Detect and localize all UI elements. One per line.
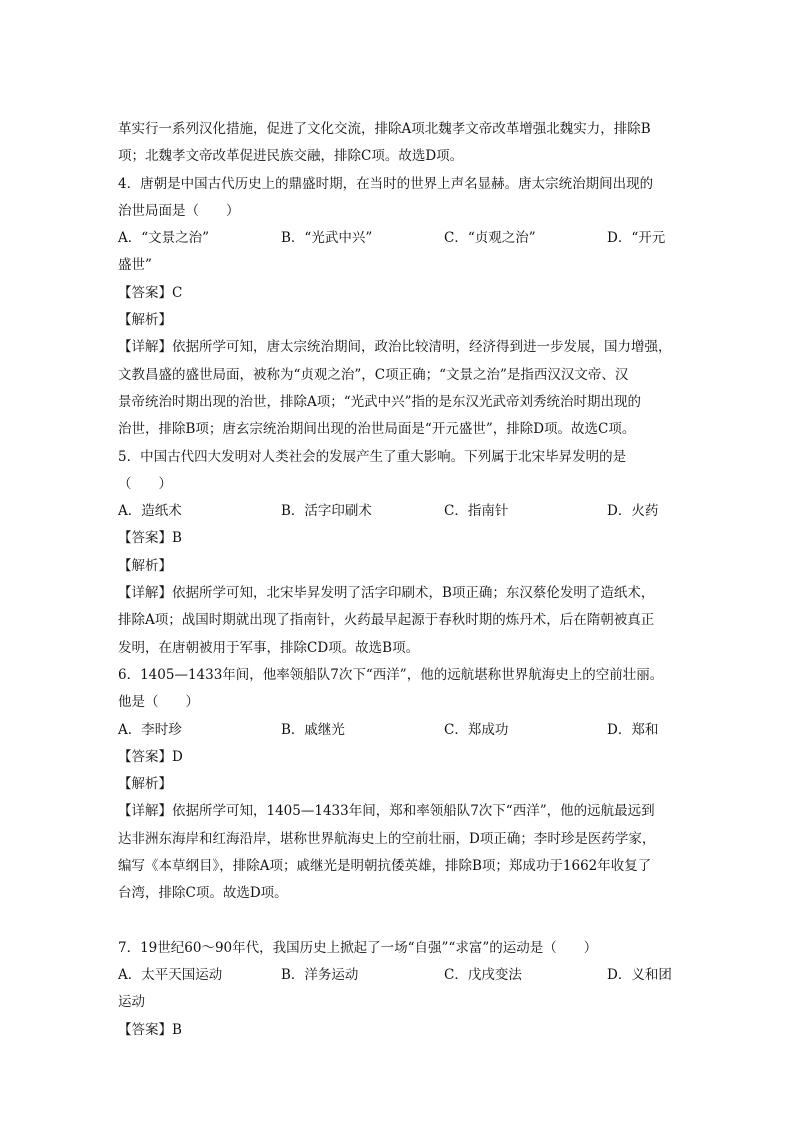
q4-stem-line-1: 4．唐朝是中国古代历史上的鼎盛时期，在当时的世界上声名显赫。唐太宗统治期间出现的 (118, 175, 654, 192)
q7-stem-line-1: 7．19世纪60～90年代，我国历史上掀起了一场“自强”“求富”的运动是（ ） (118, 939, 598, 956)
q5-stem-line-1: 5．中国古代四大发明对人类社会的发展产生了重大影响。下列属于北宋毕昇发明的是 (118, 448, 627, 465)
q6-option-c: C．郑成功 (444, 721, 509, 738)
q5-option-b: B．活字印刷术 (281, 503, 372, 520)
q4-analysis-label: 【解析】 (118, 312, 172, 329)
q5-option-a: A．造纸术 (118, 503, 182, 520)
q7-option-d-wrap: 运动 (118, 994, 145, 1011)
q4-option-b: B．“光武中兴” (281, 230, 373, 247)
q6-analysis-label: 【解析】 (118, 776, 172, 793)
q6-detail-line-4: 台湾，排除C项。故选D项。 (118, 885, 288, 902)
q5-answer: 【答案】B (118, 530, 182, 547)
q5-detail-line-1: 【详解】依据所学可知，北宋毕昇发明了活字印刷术，B项正确；东汉蔡伦发明了造纸术， (118, 585, 655, 602)
q7-options (118, 962, 678, 989)
document-page (118, 116, 678, 1044)
q6-option-b: B．戚继光 (281, 721, 345, 738)
q4-option-d-wrap: 盛世” (118, 257, 152, 274)
q6-detail-line-1: 【详解】依据所学可知，1405—1433年间，郑和率领船队7次下“西洋”，他的远航最远到 (118, 803, 655, 820)
q5-option-c: C．指南针 (444, 503, 509, 520)
q6-option-d: D．郑和 (607, 721, 659, 738)
q5-detail-line-2: 排除A项；战国时期就出现了指南针，火药最早起源于春秋时期的炼丹术，后在隋朝被真正 (118, 612, 655, 629)
q5-detail-line-3: 发明，在唐朝被用于军事，排除CD项。故选B项。 (118, 639, 420, 656)
q4-options (118, 225, 678, 252)
q7-option-a: A．太平天国运动 (118, 966, 223, 983)
section-gap (118, 908, 678, 935)
q7-answer: 【答案】B (118, 1021, 182, 1038)
q4-answer: 【答案】C (118, 284, 183, 301)
q7-option-b: B．洋务运动 (281, 966, 359, 983)
q6-detail-line-3: 编写《本草纲目》，排除A项；戚继光是明朝抗倭英雄，排除B项；郑成功于1662年收复了 (118, 858, 652, 875)
prev-analysis-line-1: 革实行一系列汉化措施，促进了文化交流，排除A项北魏孝文帝改革增强北魏实力，排除B (118, 121, 651, 137)
q5-options (118, 498, 678, 525)
prev-analysis-line-2: 项；北魏孝文帝改革促进民族交融，排除C项。故选D项。 (118, 148, 464, 165)
q6-stem-line-1: 6．1405—1433年间，他率领船队7次下“西洋”，他的远航堪称世界航海史上的空前壮丽。 (118, 666, 664, 683)
q4-option-d: D．“开元 (607, 230, 666, 247)
q4-option-a: A．“文景之治” (118, 230, 210, 247)
q4-detail-line-2: 文教昌盛的盛世局面，被称为“贞观之治”，C项正确；“文景之治”是指西汉汉文帝、汉 (118, 366, 629, 383)
q4-stem-line-2: 治世局面是（ ） (118, 202, 240, 219)
q6-detail-line-2: 达非洲东海岸和红海沿岸，堪称世界航海史上的空前壮丽，D项正确；李时珍是医药学家， (118, 830, 656, 847)
q4-detail-line-4: 治世，排除B项；唐玄宗统治期间出现的治世局面是“开元盛世”，排除D项。故选C项。 (118, 421, 636, 438)
q5-option-d: D．火药 (607, 503, 659, 520)
q4-detail-line-1: 【详解】依据所学可知，唐太宗统治期间，政治比较清明，经济得到进一步发展，国力增强， (118, 339, 672, 356)
q5-stem-line-2: （ ） (118, 475, 172, 492)
q6-option-a: A．李时珍 (118, 721, 182, 738)
q4-option-c: C．“贞观之治” (444, 230, 536, 247)
q5-analysis-label: 【解析】 (118, 557, 172, 574)
q6-options (118, 717, 678, 744)
q7-option-c: C．戊戌变法 (444, 966, 522, 983)
q7-option-d: D．义和团 (607, 966, 672, 983)
q6-answer: 【答案】D (118, 748, 183, 765)
q6-stem-line-2: 他是（ ） (118, 694, 199, 711)
q4-detail-line-3: 景帝统治时期出现的治世，排除A项；“光武中兴”指的是东汉光武帝刘秀统治时期出现的 (118, 393, 642, 410)
